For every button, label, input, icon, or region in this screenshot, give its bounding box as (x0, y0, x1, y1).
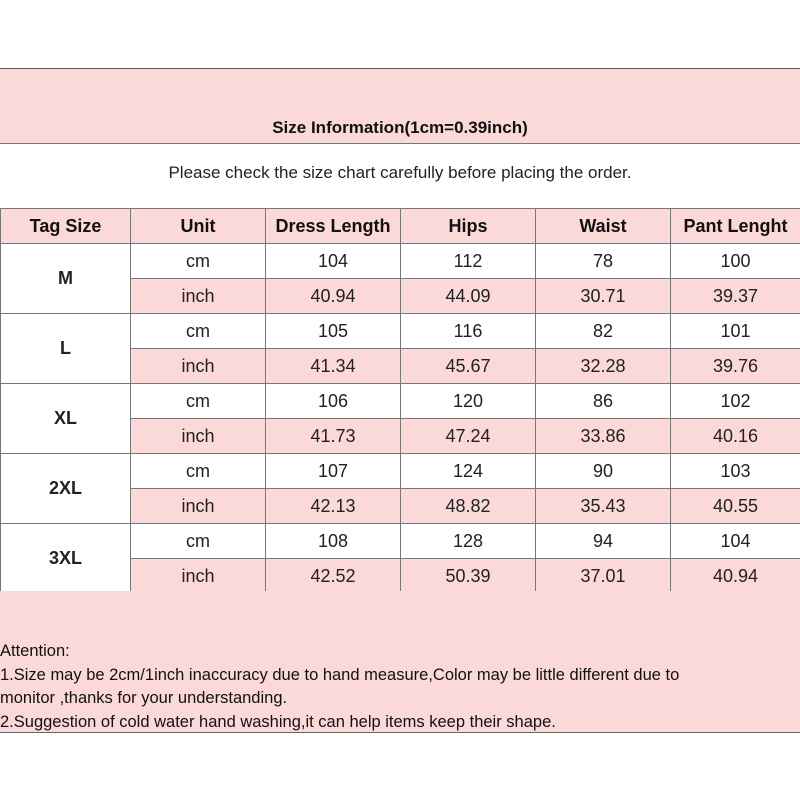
table-row (1, 454, 800, 489)
column-header-pant-length: Pant Lenght (671, 209, 800, 244)
table-row (1, 384, 800, 419)
unit-cell: cm (131, 454, 266, 489)
hips-cell: 124 (401, 454, 536, 489)
tag-size-cell: M (1, 244, 131, 314)
table-row (1, 314, 800, 349)
waist-cell: 86 (536, 384, 671, 419)
attention-notes (0, 640, 800, 734)
size-table (0, 208, 800, 594)
page-title: Size Information(1cm=0.39inch) (272, 118, 528, 137)
unit-cell: inch (131, 559, 266, 594)
dress-length-cell: 42.52 (266, 559, 401, 594)
dress-length-cell: 108 (266, 524, 401, 559)
waist-cell: 30.71 (536, 279, 671, 314)
unit-cell: cm (131, 244, 266, 279)
waist-cell: 90 (536, 454, 671, 489)
waist-cell: 82 (536, 314, 671, 349)
dress-length-cell: 42.13 (266, 489, 401, 524)
hips-cell: 44.09 (401, 279, 536, 314)
waist-cell: 32.28 (536, 349, 671, 384)
pant-length-cell: 100 (671, 244, 800, 279)
column-header-waist: Waist (536, 209, 671, 244)
table-row (1, 244, 800, 279)
hips-cell: 116 (401, 314, 536, 349)
tag-size-cell: 3XL (1, 524, 131, 594)
column-header-tag-size: Tag Size (1, 209, 131, 244)
waist-cell: 37.01 (536, 559, 671, 594)
pant-length-cell: 40.55 (671, 489, 800, 524)
hips-cell: 112 (401, 244, 536, 279)
tag-size-cell: L (1, 314, 131, 384)
size-chart-note: Please check the size chart carefully before placing the order. (168, 163, 632, 182)
attention-line: 2.Suggestion of cold water hand washing,it can help items keep their shape. (0, 712, 556, 731)
pant-length-cell: 39.37 (671, 279, 800, 314)
waist-cell: 78 (536, 244, 671, 279)
dress-length-cell: 41.34 (266, 349, 401, 384)
dress-length-cell: 106 (266, 384, 401, 419)
unit-cell: cm (131, 384, 266, 419)
tag-size-cell: XL (1, 384, 131, 454)
unit-cell: cm (131, 314, 266, 349)
unit-cell: inch (131, 279, 266, 314)
hips-cell: 48.82 (401, 489, 536, 524)
hips-cell: 45.67 (401, 349, 536, 384)
table-row (1, 524, 800, 559)
pant-length-cell: 102 (671, 384, 800, 419)
dress-length-cell: 105 (266, 314, 401, 349)
pant-length-cell: 103 (671, 454, 800, 489)
table-header-row (1, 209, 800, 244)
pant-length-cell: 40.16 (671, 419, 800, 454)
pant-length-cell: 101 (671, 314, 800, 349)
hips-cell: 47.24 (401, 419, 536, 454)
unit-cell: cm (131, 524, 266, 559)
waist-cell: 35.43 (536, 489, 671, 524)
hips-cell: 120 (401, 384, 536, 419)
dress-length-cell: 41.73 (266, 419, 401, 454)
pant-length-cell: 40.94 (671, 559, 800, 594)
column-header-hips: Hips (401, 209, 536, 244)
waist-cell: 94 (536, 524, 671, 559)
attention-line: monitor ,thanks for your understanding. (0, 689, 288, 707)
unit-cell: inch (131, 349, 266, 384)
column-header-unit: Unit (131, 209, 266, 244)
hips-cell: 128 (401, 524, 536, 559)
pant-length-cell: 39.76 (671, 349, 800, 384)
dress-length-cell: 104 (266, 244, 401, 279)
tag-size-cell: 2XL (1, 454, 131, 524)
dress-length-cell: 107 (266, 454, 401, 489)
pant-length-cell: 104 (671, 524, 800, 559)
waist-cell: 33.86 (536, 419, 671, 454)
attention-heading: Attention: (0, 642, 70, 660)
unit-cell: inch (131, 489, 266, 524)
column-header-dress-length: Dress Length (266, 209, 401, 244)
attention-line: 1.Size may be 2cm/1inch inaccuracy due to hand measure,Color may be little different due to (0, 665, 680, 684)
unit-cell: inch (131, 419, 266, 454)
hips-cell: 50.39 (401, 559, 536, 594)
dress-length-cell: 40.94 (266, 279, 401, 314)
